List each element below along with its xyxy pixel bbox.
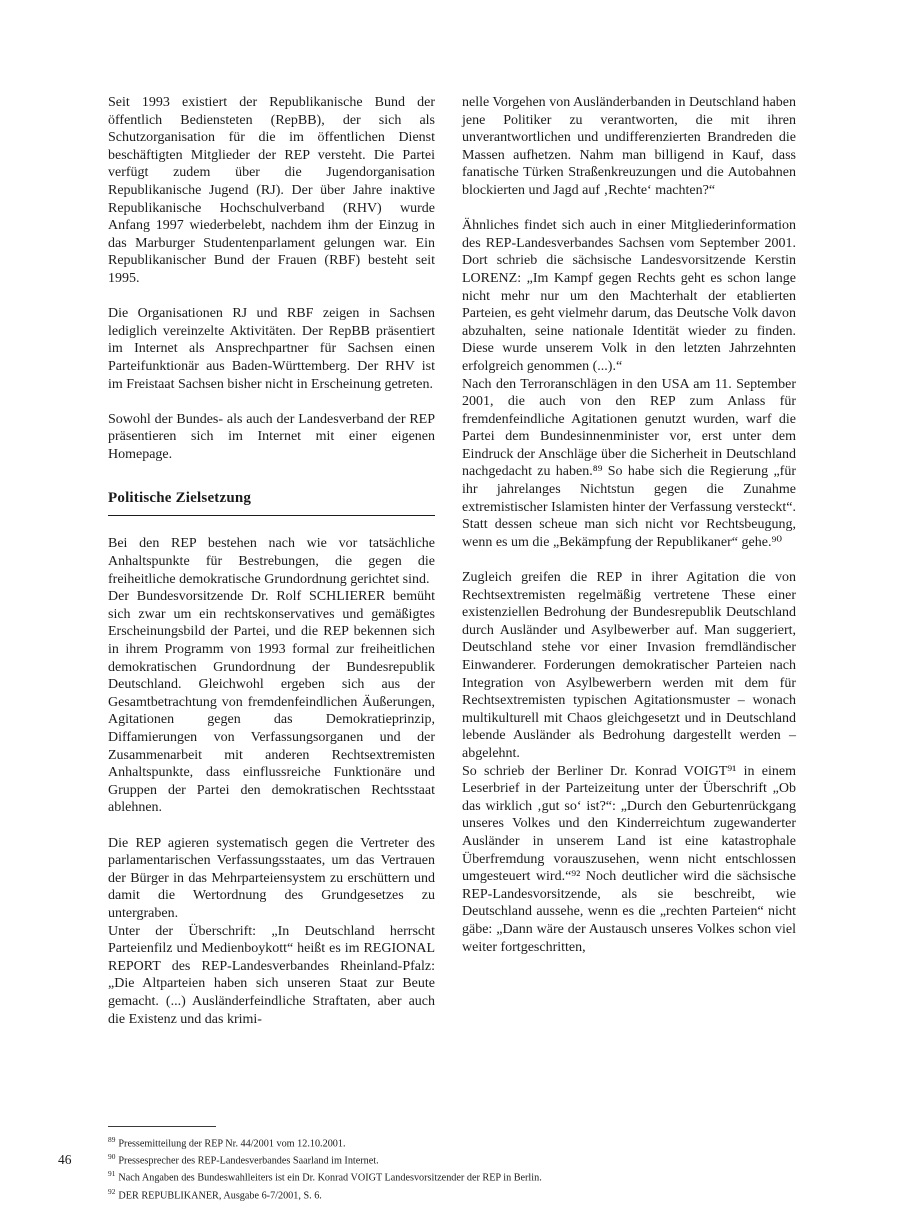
paragraph: Bei den REP bestehen nach wie vor tatsächliche Anhaltspunkte für Bestrebungen, die gegen die freiheitliche demokratische Grundordnung gerichtet sind. xyxy=(108,536,435,587)
footnote-list xyxy=(108,1134,796,1203)
footnote-rule xyxy=(108,1126,216,1127)
footnote-text: Nach Angaben des Bundeswahlleiters ist ein Dr. Konrad VOIGT Landesvorsitzender der REP in Berlin. xyxy=(118,1172,542,1184)
paragraph: Unter der Überschrift: „In Deutschland herrscht Parteienfilz und Medienboykott“ heißt es im REGIONAL REPORT des REP-Landesverbandes Rheinland-Pfalz: „Die Altparteien haben sich unseren Staat zur Beute gemacht. (...) Ausländerfeindliche Straftaten, aber auch die Existenz und das krimi- xyxy=(108,923,435,1027)
section-heading: Politische Zielsetzung xyxy=(108,490,435,516)
footnote xyxy=(108,1134,796,1151)
text-block xyxy=(108,305,435,393)
paragraph: So schrieb der Berliner Dr. Konrad VOIGT⁹¹ in einem Leserbrief in der Parteizeitung unter der Überschrift „Ob das wirklich ‚gut so‘ ist?“: „Durch den Geburtenrückgang unseres Volkes und den Kinderreichtum zugewanderter Ausländer in unserem Land ist eine katastrophale Überfremdung vorauszusehen, wenn nicht entschlossen umgesteuert wird.“⁹² Noch deutlicher wird die sächsische REP-Landesvorsitzende, als sie beschreibt, wie Deutschland aussehe, wenn es die „rechten Parteien“ nicht gäbe: „Dann wäre der Austausch unseres Volkes schon viel weiter fortgeschritten, xyxy=(462,763,796,955)
text-block xyxy=(462,217,796,551)
footnote xyxy=(108,1151,796,1168)
footnote-number: 91 xyxy=(108,1169,116,1179)
page-number: 46 xyxy=(58,1152,72,1167)
paragraph: Seit 1993 existiert der Republikanische Bund der öffentlich Bediensteten (RepBB), der sich als Schutzorganisation für die im öffentlichen Dienst beschäftigten Mitglieder der REP versteht. Die Partei verfügt zudem über die Jugendorganisation Republikanische Jugend (RJ). Der über Jahre inaktive Republikanische Hochschulverband (RHV) wurde Anfang 1997 wiederbelebt, nachdem ihm der Einzug in das Marburger Studentenparlament gelungen war. Ein Republikanischer Bund der Frauen (RBF) besteht seit 1995. xyxy=(108,95,435,286)
paragraph: Die Organisationen RJ und RBF zeigen in Sachsen lediglich vereinzelte Aktivitäten. Der RepBB präsentiert im Internet als Ansprechpartner für Sachsen einen Parteifunktionär aus Baden-Württemberg. Der RHV ist im Freistaat Sachsen bisher nicht in Erscheinung getreten. xyxy=(108,306,435,392)
left-column xyxy=(108,94,435,1028)
right-column xyxy=(462,94,796,1028)
footnote-text: DER REPUBLIKANER, Ausgabe 6-7/2001, S. 6. xyxy=(118,1189,322,1201)
paragraph: Zugleich greifen die REP in ihrer Agitation die von Rechtsextremisten regelmäßig vertretene These einer existenziellen Bedrohung der Bundesrepublik Deutschland durch Ausländer und Asylbewerber auf. Man suggeriert, Deutschland stehe vor einer Invasion fremdländischer Einwanderer. Forderungen demokratischer Parteien nach Integration von Asylbewerbern werden mit dem für Rechtsextremisten typischen Agitationsmuster – wonach multikulturell mit Chaos gleichgesetzt und in Deutschland lebende Ausländer als Bedrohung dargestellt werden – abgelehnt. xyxy=(462,570,796,761)
text-block xyxy=(108,94,435,288)
footnote-number: 90 xyxy=(108,1152,116,1162)
footnotes xyxy=(108,1126,796,1203)
footnote-number: 92 xyxy=(108,1186,116,1196)
paragraph: Die REP agieren systematisch gegen die Vertreter des parlamentarischen Verfassungsstaates, um das Vertrauen der Bürger in das Mehrparteiensystem zu erschüttern und damit die Wertordnung des Grundgesetzes zu untergraben. xyxy=(108,835,435,921)
text-block xyxy=(462,569,796,956)
paragraph: nelle Vorgehen von Ausländerbanden in Deutschland haben jene Politiker zu verantworten, die mit ihren unverantwortlichen und undifferenzierten Brandreden die Massen aufhetzen. Nahm man billigend in Kauf, dass fanatische Türken Straßenkreuzungen und die Autobahnen blockierten und Jagd auf ‚Rechte‘ machten?“ xyxy=(462,95,796,198)
footnote-text: Pressemitteilung der REP Nr. 44/2001 vom 12.10.2001. xyxy=(118,1138,346,1150)
page-body xyxy=(108,94,796,1028)
footnote xyxy=(108,1186,796,1203)
paragraph: Ähnliches findet sich auch in einer Mitgliederinformation des REP-Landesverbandes Sachsen vom September 2001. Dort schrieb die sächsische Landesvorsitzende Kerstin LORENZ: „Im Kampf gegen Rechts geht es schon lange nicht mehr nur um den Machterhalt der etablierten Parteien, es geht vielmehr darum, das Deutsche Volk davon abzuhalten, seine nationale Identität wieder zu finden. Diese wurde unserem Volk in den letzten Jahrzehnten erfolgreich genommen (...).“ xyxy=(462,218,796,374)
paragraph: Der Bundesvorsitzende Dr. Rolf SCHLIERER bemüht sich zwar um ein rechtskonservatives und gemäßigtes Erscheinungsbild der Partei, und die REP bekennen sich in ihrem Programm von 1993 formal zur freiheitlichen demokratischen Grundordnung der Bundesrepublik Deutschland. Gleichwohl ergeben sich aus der Gesamtbetrachtung von fremdenfeindlichen Äußerungen, Agitationen gegen das Demokratieprinzip, Diffamierungen von Verfassungsorganen und der Zusammenarbeit mit anderen Rechtsextremisten Anhaltspunkte, dass einflussreiche Funktionäre und Gruppen der Partei den demokratischen Rechtsstaat ablehnen. xyxy=(108,589,435,816)
text-block xyxy=(108,835,435,1029)
paragraph: Sowohl der Bundes- als auch der Landesverband der REP präsentieren sich im Internet mit einer eigenen Homepage. xyxy=(108,411,435,462)
footnote-number: 89 xyxy=(108,1135,116,1144)
text-block xyxy=(462,94,796,200)
footnote xyxy=(108,1168,796,1185)
text-block xyxy=(108,411,435,464)
paragraph: Nach den Terroranschlägen in den USA am 11. September 2001, die auch von den REP zum Anlass für fremdenfeindliche Agitationen genutzt wurden, warf die Partei dem Bundesinnenminister vor, erst unter dem Eindruck der Anschläge über die Sicherheit in Deutschland nachgedacht zu haben.⁸⁹ So habe sich die Regierung „für ihr jahrelanges Nichtstun gegen die Zunahme extremistischer Islamisten hinter der Verfassung versteckt“. Statt dessen scheue man sich nicht vor Rechtsbeugung, wenn es um die „Bekämpfung der Republikaner“ gehe.⁹⁰ xyxy=(462,376,796,550)
footnote-text: Pressesprecher des REP-Landesverbandes Saarland im Internet. xyxy=(118,1155,379,1167)
text-block xyxy=(108,535,435,817)
